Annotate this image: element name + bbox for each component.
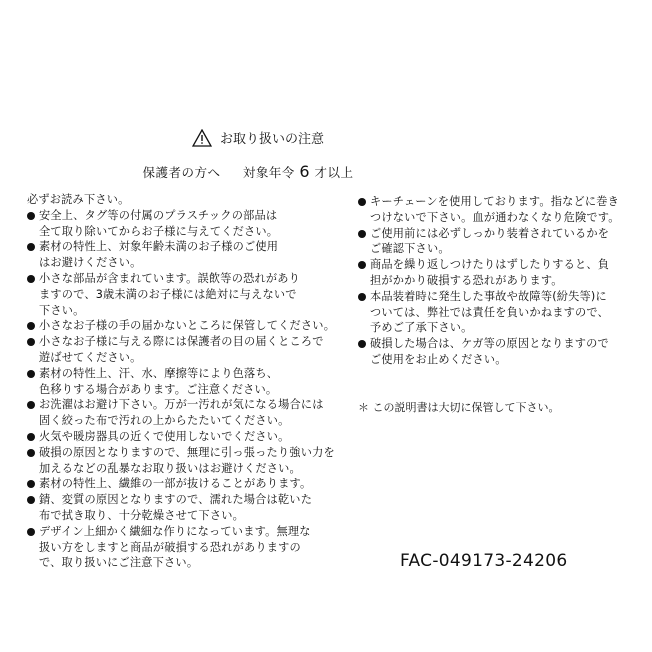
product-code: FAC-049173-24206 — [400, 551, 568, 571]
caution-text-line: 布で拭き取り、十分乾燥させて下さい。 — [39, 508, 244, 522]
guardian-label: 保護者の方へ — [142, 165, 221, 180]
bullet-icon — [27, 496, 35, 504]
caution-text-line: 破損した場合は、ケガ等の原因となりますので — [370, 337, 609, 351]
intro-text: 必ずお読み下さい。 — [27, 193, 130, 206]
bullet-icon — [27, 243, 35, 251]
bullet-icon — [27, 370, 35, 378]
caution-text-line: 破損の原因となりますので、無理に引っ張ったり強い力を — [39, 445, 335, 459]
caution-item — [27, 239, 327, 271]
bullet-icon — [27, 212, 35, 220]
age-suffix: 才以上 — [314, 165, 354, 180]
bullet-icon — [358, 198, 366, 206]
caution-item — [27, 318, 336, 334]
age-number: 6 — [299, 162, 311, 181]
caution-text-line: 素材の特性上、汗、水、摩擦等により色落ち、 — [39, 366, 279, 380]
bullet-icon — [27, 322, 35, 330]
caution-text-line: 固く絞った布で汚れの上からたたいてください。 — [39, 414, 290, 428]
caution-text-line: 商品を繰り返しつけたりはずしたりすると、負 — [370, 258, 610, 272]
age-prefix: 対象年令 — [242, 165, 295, 180]
caution-text-line: 色移りする場合があります。ご注意ください。 — [39, 382, 278, 396]
caution-text-line: 錆、変質の原因となりますので、濡れた場合は乾いた — [39, 493, 313, 507]
bullet-icon — [27, 449, 35, 457]
caution-text-line: ますので、3歳未満のお子様には絶対に与えないで — [39, 287, 297, 301]
bullet-icon — [358, 340, 366, 348]
caution-item — [27, 476, 327, 492]
left-caution-column — [27, 192, 336, 571]
caution-text-line: お洗濯はお避け下さい。万が一汚れが気になる場合には — [39, 398, 324, 412]
caution-text-line: 遊ばせてください。 — [39, 350, 142, 364]
bullet-icon — [27, 275, 35, 283]
caution-text-line: で、取り扱いにご注意下さい。 — [39, 556, 199, 570]
caution-item — [27, 445, 335, 477]
notice-title: お取り扱いの注意 — [219, 132, 324, 147]
caution-item — [27, 492, 327, 524]
caution-text-line: 小さな部品が含まれています。誤飲等の恐れがあり — [39, 271, 301, 285]
bullet-icon — [358, 293, 366, 301]
caution-text-line: 素材の特性上、繊維の一部が抜けることがあります。 — [39, 477, 312, 491]
caution-text-line: 予めご了承下さい。 — [370, 321, 473, 335]
caution-item — [27, 366, 327, 398]
caution-item — [27, 334, 327, 366]
caution-text-line: 火気や暖房器具の近くで使用しないでください。 — [39, 429, 290, 443]
bullet-icon — [27, 480, 35, 488]
caution-text-line: ご確認下さい。 — [370, 242, 450, 256]
caution-item — [358, 226, 636, 258]
caution-text-line: 扱い方をしますと商品が破損する恐れがありますの — [39, 540, 301, 554]
target-age-line — [78, 162, 418, 181]
caution-text-line: ご使用前には必ずしっかり装着されているかを — [370, 226, 610, 240]
caution-item — [358, 257, 636, 289]
keep-manual-note: ＊ この説明書は大切に保管して下さい。 — [358, 401, 560, 414]
caution-text-line: 本品装着時に発生した事故や故障等(紛失等)に — [370, 289, 607, 303]
caution-item — [27, 524, 327, 571]
caution-text-line: キーチェーンを使用しております。指などに巻き — [370, 195, 620, 208]
bullet-icon — [27, 433, 35, 441]
bullet-icon — [358, 230, 366, 238]
bullet-icon — [27, 401, 35, 409]
caution-text-line: 小さなお子様に与える際には保護者の目の届くところで — [39, 335, 324, 349]
caution-text-line: 担がかかり破損する恐れがあります。 — [370, 273, 563, 287]
caution-text-line: 安全上、タグ等の付属のプラスチックの部品は — [39, 208, 278, 222]
warning-triangle-icon — [192, 129, 212, 147]
caution-item — [27, 271, 327, 318]
right-caution-column — [358, 194, 636, 368]
caution-text-line: ついては、弊社では責任を負いかねますので、 — [370, 305, 609, 319]
bullet-icon — [27, 528, 35, 536]
caution-item — [27, 208, 327, 240]
caution-text-line: デザイン上細かく繊細な作りになっています。無理な — [39, 524, 311, 538]
caution-text-line: 加えるなどの乱暴なお取り扱いはお避けください。 — [39, 461, 301, 475]
caution-text-line: 素材の特性上、対象年齢未満のお子様のご使用 — [39, 240, 279, 254]
caution-item — [358, 336, 636, 368]
caution-item — [358, 289, 636, 336]
caution-item — [27, 429, 327, 445]
caution-text-line: 小さなお子様の手の届かないところに保管してください。 — [39, 319, 336, 333]
caution-text-line: 下さい。 — [39, 303, 85, 317]
caution-text-line: 全て取り除いてからお子様に与えてください。 — [39, 224, 279, 238]
bullet-icon — [27, 338, 35, 346]
notice-heading — [118, 128, 398, 147]
bullet-icon — [358, 261, 366, 269]
caution-item — [358, 194, 636, 226]
caution-item — [27, 397, 327, 429]
caution-text-line: つけないで下さい。血が通わなくなり危険です。 — [370, 210, 620, 224]
caution-text-line: ご使用をお止めください。 — [370, 352, 507, 366]
caution-text-line: はお避けください。 — [39, 256, 142, 270]
